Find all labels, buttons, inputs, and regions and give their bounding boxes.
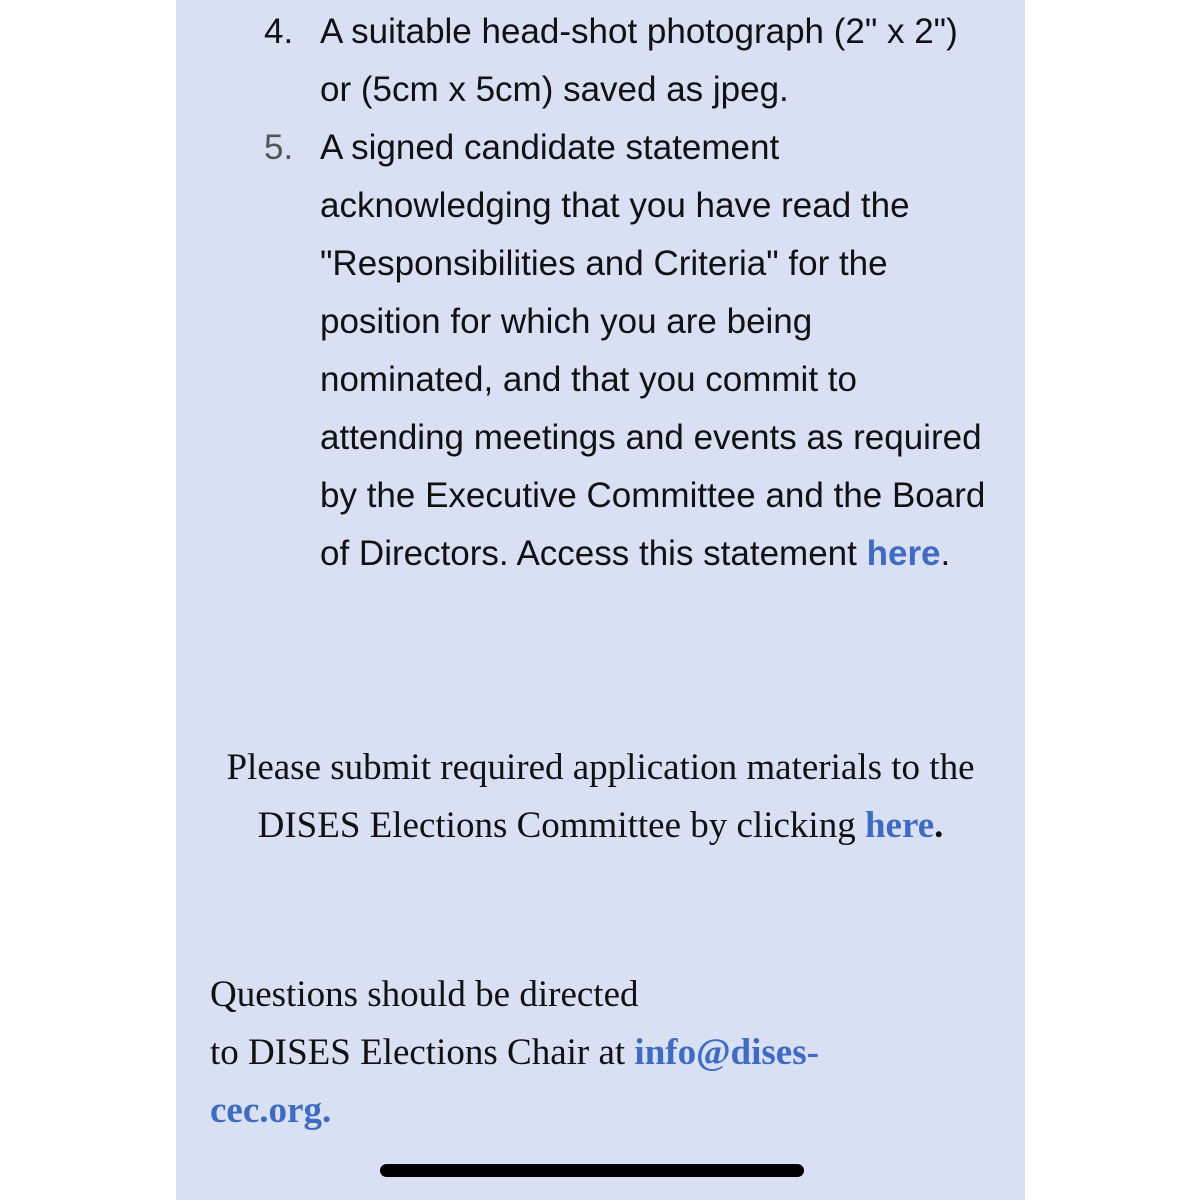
- list-item-text: A signed candidate statement acknowledging that you have read the "Responsibilities and Criteria" for the position for which you are being nominated, and that you commit to attending meetings and events as required by the Executive Committee and the Board of Directors. Access this statement: [320, 128, 986, 573]
- list-item: [264, 3, 990, 119]
- home-indicator[interactable]: [380, 1164, 804, 1177]
- content-panel: [176, 0, 1025, 1200]
- list-item-suffix: .: [940, 534, 951, 573]
- submit-instructions: [206, 739, 995, 855]
- email-link-part-2[interactable]: cec.org.: [210, 1090, 332, 1131]
- submit-here-link[interactable]: here: [864, 805, 935, 846]
- questions-contact: [210, 966, 930, 1140]
- list-item-text: A suitable head-shot photograph (2" x 2") or (5cm x 5cm) saved as jpeg.: [320, 12, 958, 109]
- questions-line-1: Questions should be directed: [210, 974, 639, 1015]
- statement-here-link[interactable]: here: [866, 534, 941, 573]
- submit-text: Please submit required application materials to the DISES Elections Committee by clicking: [226, 747, 975, 846]
- list-item-number: 4.: [264, 12, 294, 51]
- list-item: [264, 119, 990, 583]
- questions-line-2: [210, 1024, 930, 1082]
- questions-text: to DISES Elections Chair at: [210, 1032, 635, 1073]
- questions-line-3: [210, 1082, 930, 1140]
- list-item-number: 5.: [264, 128, 294, 167]
- submit-suffix: .: [934, 805, 944, 846]
- email-link-part-1[interactable]: info@dises-: [634, 1032, 819, 1073]
